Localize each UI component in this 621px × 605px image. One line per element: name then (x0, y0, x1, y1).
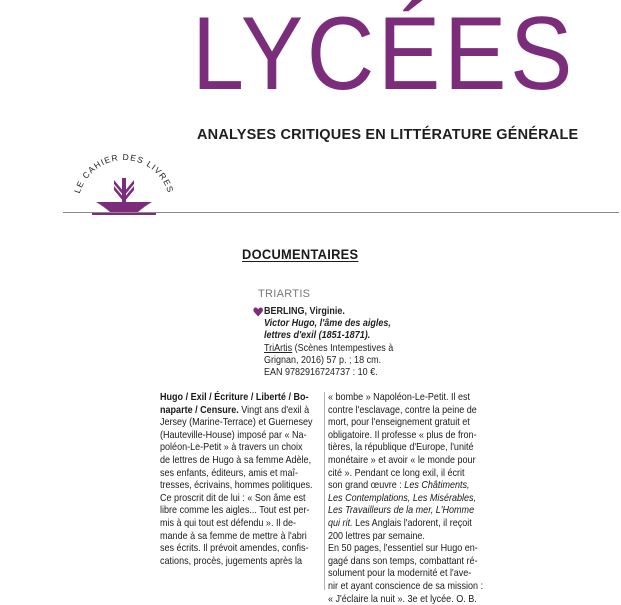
review-text-line (160, 454, 292, 467)
review-text-line (328, 555, 460, 568)
review-text-line (328, 517, 460, 530)
review-text-line (160, 504, 292, 517)
review-text-run: son grand œuvre : (328, 479, 404, 491)
review-text-line (328, 593, 460, 605)
review-text-run: ses écrits. Il prévoit amendes, confis- (160, 542, 309, 554)
review-column-2 (328, 391, 460, 605)
publisher-tag: TRIARTIS (258, 288, 310, 300)
review-text-run: Les Contemplations, Les Misérables, (328, 492, 476, 504)
review-text-run: L'Homme (436, 504, 474, 516)
review-text-line (160, 492, 292, 505)
logo-arc-text: LE CAHIER DES LIVRES (72, 152, 176, 195)
review-text-line (328, 542, 460, 555)
review-text-line (328, 492, 460, 505)
review-text-run: naparte / Censure. (160, 404, 239, 416)
review-text-run: poléon-Le-Petit » à travers un choix (160, 441, 303, 453)
review-text-run: mis à qui tout est défendu ». Il de- (160, 517, 296, 529)
review-text-run: « J'éclaire la nuit ». 3e et lycée. O. B. (328, 593, 477, 605)
review-text-line (160, 429, 292, 442)
review-text-line (328, 580, 460, 593)
book-arrow-icon (92, 178, 156, 215)
review-text-line (328, 530, 460, 543)
section-heading: DOCUMENTAIRES (242, 246, 358, 262)
review-text-line (160, 479, 292, 492)
review-text-run: cité ». Pendant ce long exil, il écrit (328, 467, 465, 479)
review-text-run: obligatoire. Il professe « plus de fron- (328, 429, 477, 441)
masthead-title: LYCÉES (192, 2, 576, 106)
review-text-line (160, 555, 292, 568)
review-text-run: cations, procès, jugements après la (160, 555, 302, 567)
review-text-run: Les Châtiments, (404, 479, 469, 491)
review-text-run: solument pour la modernité et l'ave- (328, 567, 471, 579)
review-text-run: nir et ayant conscience de sa mission : (328, 580, 483, 592)
bibliographic-notice (264, 306, 471, 379)
review-text-line (328, 504, 460, 517)
review-text-line (328, 567, 460, 580)
review-text-line (160, 416, 292, 429)
entry-publisher: TriArtis (264, 343, 292, 354)
review-text-run: tières, la république d'Europe, l'unité (328, 441, 474, 453)
review-text-line (160, 530, 292, 543)
review-text-run: monétaire » et avoir « le monde pour (328, 454, 476, 466)
review-text-run: 200 lettres par semaine. (328, 530, 425, 542)
entry-imprint: Grignan, 2016) 57 p. ; 18 cm. (264, 355, 471, 367)
review-text-line (328, 479, 460, 492)
review-text-line (328, 467, 460, 480)
review-text-run: Ce proscrit dit de lui : « Son âme est (160, 492, 306, 504)
entry-ean: EAN 9782916724737 : 10 €. (264, 367, 471, 379)
review-text-run: contre l'esclavage, contre la peine de (328, 404, 477, 416)
review-text-run: Les Anglais l'adorent, il reçoit (353, 517, 472, 529)
review-text-run: Hugo / Exil / Écriture / Liberté / Bo- (160, 391, 309, 403)
review-column-1 (160, 391, 292, 567)
entry-publisher-rest: (Scènes Intempestives à (292, 343, 393, 354)
review-text-run: En 50 pages, l'essentiel sur Hugo en- (328, 542, 478, 554)
entry-title-line1: Victor Hugo, l'âme des aigles, (264, 318, 471, 330)
review-text-run: (Hauteville-House) imposé par « Na- (160, 429, 307, 441)
review-text-line (160, 391, 292, 404)
review-text-run: « bombe » Napoléon-Le-Petit. Il est (328, 391, 470, 403)
review-text-run: tresses, écrivains, hommes politiques. (160, 479, 313, 491)
review-text-run: de lettres de Hugo à sa femme Adèle, (160, 454, 311, 466)
review-text-run: Jersey (Marine-Terrace) et Guernesey (160, 416, 313, 428)
review-text-run: Les Travailleurs de la mer, (328, 504, 433, 516)
review-text-line (160, 441, 292, 454)
review-text-line (328, 441, 460, 454)
review-text-run: mande à sa femme de mettre à l'abri (160, 530, 307, 542)
heart-icon (253, 307, 263, 317)
review-text-run: ses enfants, éditeurs, amis et maî- (160, 467, 298, 479)
masthead-subtitle: ANALYSES CRITIQUES EN LITTÉRATURE GÉNÉRALE (197, 127, 578, 143)
review-text-line (160, 404, 292, 417)
review-text-run: mort, pour l'enseignement gratuit et (328, 416, 470, 428)
review-text-line (328, 429, 460, 442)
column-divider (324, 392, 325, 590)
review-text-line (160, 467, 292, 480)
review-text-run: libre comme les aigles... Tout est per- (160, 504, 309, 516)
review-text-run: qui rit. (328, 517, 353, 529)
review-text-line (328, 416, 460, 429)
review-text-line (328, 454, 460, 467)
review-text-line (328, 404, 460, 417)
review-text-run: gagé dans son temps, combattant ré- (328, 555, 478, 567)
review-text-line (328, 391, 460, 404)
review-text-run: Vingt ans d'exil à (239, 404, 309, 416)
cahier-des-livres-logo (70, 150, 180, 216)
review-text-line (160, 542, 292, 555)
entry-title-line2: lettres d'exil (1851-1871). (264, 330, 471, 342)
entry-author: BERLING, Virginie. (264, 306, 345, 317)
review-text-line (160, 517, 292, 530)
header-rule (63, 212, 619, 213)
